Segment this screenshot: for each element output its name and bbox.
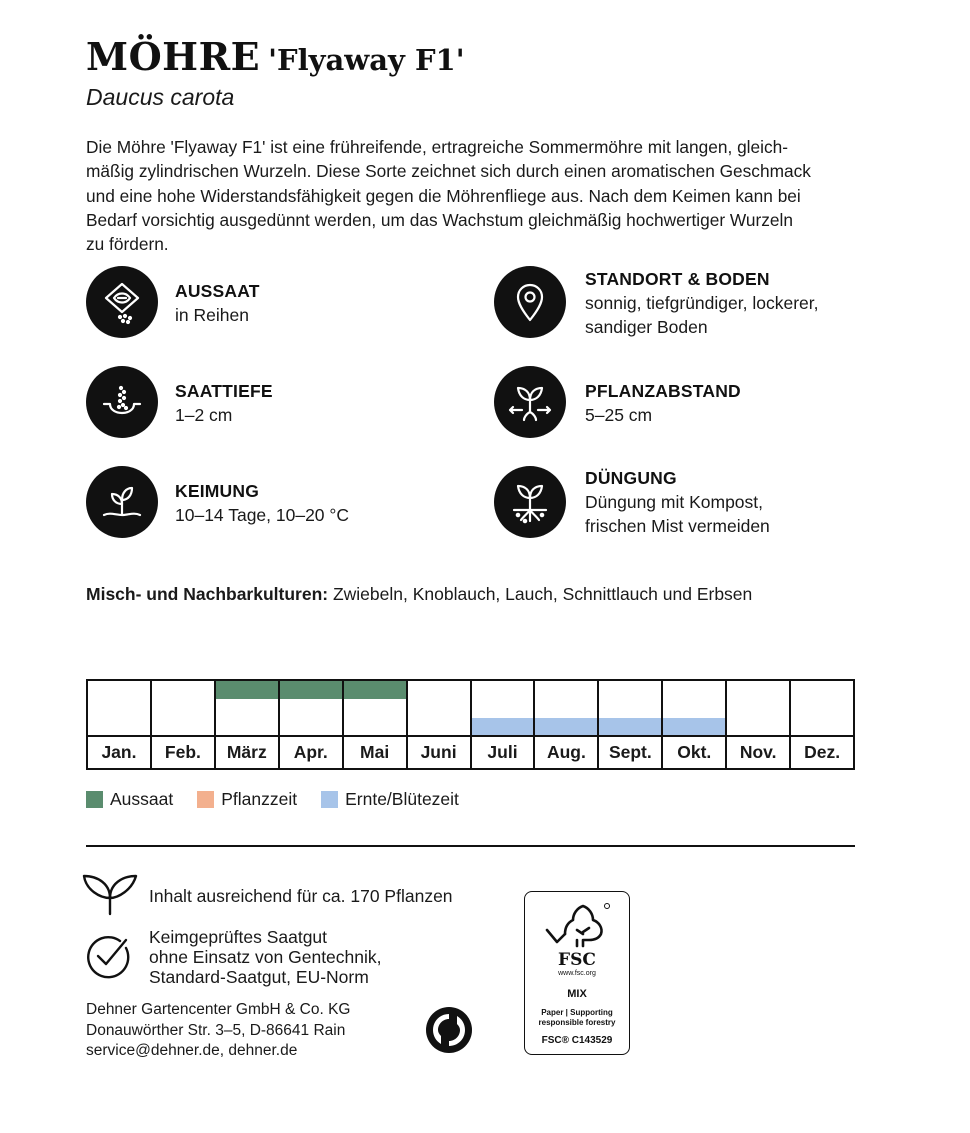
product-name: MÖHRE [86,34,261,79]
ernte-bar [599,718,661,736]
keimung-heading: KEIMUNG [175,481,260,501]
quality-info-3: Standard-Saatgut, EU-Norm [149,967,369,987]
fsc-paper-line: responsible forestry [538,1018,616,1027]
legend-pflanzzeit [197,789,297,810]
companion-value: Zwiebeln, Knoblauch, Lauch, Schnittlauch und Erbsen [328,584,753,604]
calendar-month [280,681,344,768]
standort-heading: STANDORT & BODEN [585,269,770,289]
calendar-month [535,681,599,768]
green-dot-icon [425,1006,473,1054]
pflanzabstand-heading: PFLANZABSTAND [585,381,741,401]
legend-swatch-pflanzzeit [197,791,214,808]
address-line: service@dehner.de, dehner.de [86,1042,298,1059]
description-line: Bedarf vorsichtig ausgedünnt werden, um das Wachstum gleichmäßig hochwertiger Wurzeln [86,209,793,230]
product-title [86,34,465,79]
description-line: und eine hohe Widerstandsfähigkeit gegen die Möhrenfliege aus. Nach dem Keimen kann bei [86,185,801,206]
legend-swatch-ernte [321,791,338,808]
fsc-paper [525,1008,629,1028]
month-label: Nov. [727,735,789,768]
fsc-license: FSC® C143529 [541,1035,613,1046]
legend-ernte [321,789,459,810]
pflanzabstand-text: 5–25 cm [585,405,653,425]
leaves-icon [80,870,140,918]
fsc-label [524,891,630,1055]
address-line: Dehner Gartencenter GmbH & Co. KG [86,1001,351,1018]
fertilizer-plant-icon [494,466,566,538]
ernte-bar [535,718,597,736]
month-label: Jan. [88,735,150,768]
month-label: Dez. [791,735,853,768]
description [86,135,876,256]
address-line: Donauwörther Str. 3–5, D-86641 Rain [86,1021,346,1039]
sprout-icon [86,466,158,538]
location-pin-icon [494,266,566,338]
fsc-logo-text: FSC [558,950,596,970]
month-label: Sept. [599,735,661,768]
calendar-month [152,681,216,768]
calendar-month [216,681,280,768]
aussaat-bar [344,681,406,699]
legend-aussaat [86,789,173,810]
companion-plants [86,584,752,605]
standort-text-1: sonnig, tiefgründiger, lockerer, [585,293,819,313]
month-label: Juli [472,735,534,768]
keimung-text: 10–14 Tage, 10–20 °C [175,505,350,525]
cultivar-name: 'Flyaway F1' [268,43,465,77]
quality-info-2: ohne Einsatz von Gentechnik, [149,947,382,967]
aussaat-text: in Reihen [175,305,249,325]
seed-packet-icon [86,266,158,338]
ernte-bar [663,718,725,736]
duengung-heading: DÜNGUNG [585,468,677,488]
calendar-month [472,681,536,768]
month-label: Okt. [663,735,725,768]
description-line: mäßig zylindrischen Wurzeln. Diese Sorte zeichnet sich durch einen aromatischen Geschmack [86,161,811,182]
legend-label: Aussaat [110,789,174,809]
aussaat-bar [216,681,278,699]
calendar-month [88,681,152,768]
check-circle-icon [84,932,132,980]
calendar-month [599,681,663,768]
seed-depth-icon [86,366,158,438]
ernte-bar [472,718,534,736]
month-label: Juni [408,735,470,768]
fsc-paper-line: Paper | Supporting [541,1008,613,1017]
duengung-text-1: Düngung mit Kompost, [585,492,764,512]
companion-label: Misch- und Nachbarkulturen: [86,584,329,604]
calendar-legend [86,789,483,810]
calendar-month [663,681,727,768]
calendar-month [344,681,408,768]
aussaat-heading: AUSSAAT [175,281,260,301]
saattiefe-heading: SAATTIEFE [175,381,273,401]
standort-text-2: sandiger Boden [585,317,708,337]
aussaat-bar [280,681,342,699]
legend-label: Pflanzzeit [221,789,298,809]
fsc-url: www.fsc.org [558,970,596,977]
saattiefe-text: 1–2 cm [175,405,233,425]
fsc-mix: MIX [567,988,587,1000]
fsc-tree-icon [543,900,613,948]
month-label: März [216,735,278,768]
month-label: Feb. [152,735,214,768]
calendar-month [727,681,791,768]
description-line: zu fördern. [86,234,169,255]
contents-info: Inhalt ausreichend für ca. 170 Pflanzen [149,886,453,906]
sowing-calendar [86,679,855,770]
quality-info-1: Keimgeprüftes Saatgut [149,927,328,947]
calendar-month [408,681,472,768]
month-label: Mai [344,735,406,768]
plant-spacing-icon [494,366,566,438]
description-line: Die Möhre 'Flyaway F1' ist eine frühreifende, ertragreiche Sommermöhre mit langen, gleich- [86,137,788,157]
month-label: Aug. [535,735,597,768]
calendar-month [791,681,853,768]
company-address [86,1000,350,1062]
month-label: Apr. [280,735,342,768]
legend-swatch-aussaat [86,791,103,808]
latin-name: Daucus carota [86,84,235,110]
duengung-text-2: frischen Mist vermeiden [585,516,770,536]
divider [86,845,855,847]
legend-label: Ernte/Blütezeit [345,789,459,809]
